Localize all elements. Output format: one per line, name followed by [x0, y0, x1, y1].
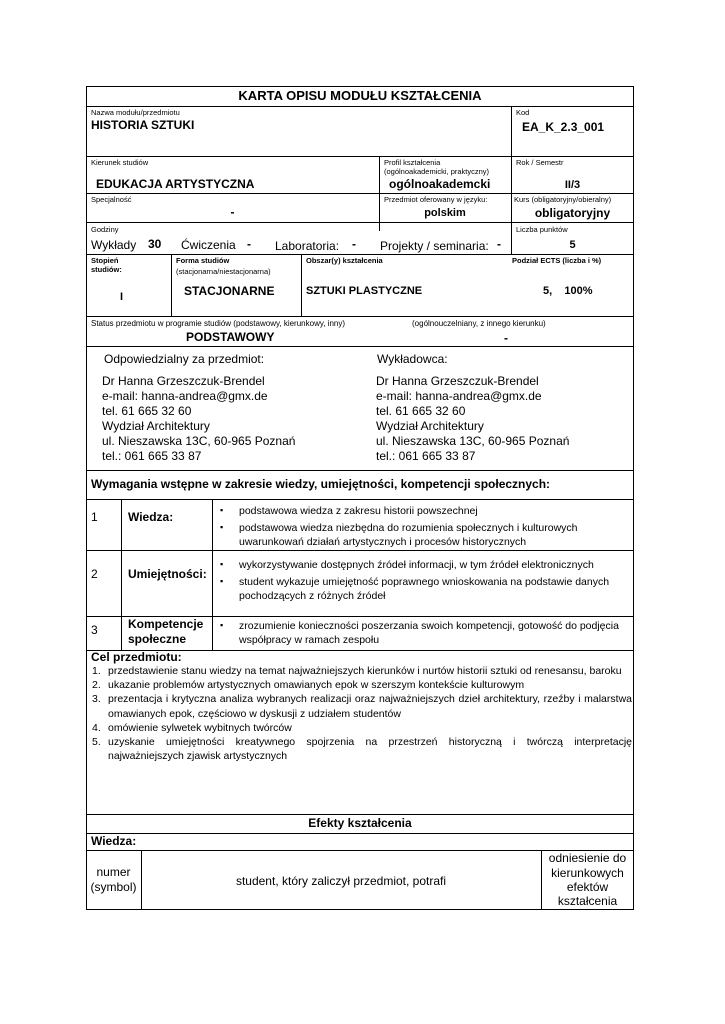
year-semester: II/3: [564, 179, 581, 191]
module-code: EA_K_2.3_001: [522, 120, 605, 134]
knowledge-heading: Wiedza:: [91, 834, 137, 848]
year-label: Rok / Semestr: [516, 158, 564, 167]
status-label: Status przedmiotu w programie studiów (podstawowy, kierunkowy, inny): [91, 319, 346, 328]
responsible-phone: tel. 61 665 32 60: [102, 404, 192, 418]
profile-label: Profil kształcenia: [384, 158, 441, 167]
profile-sublabel: (ogólnoakademicki, praktyczny): [384, 167, 490, 176]
requirement-label-competence-2: społeczne: [128, 632, 187, 646]
specialty-label: Specjalność: [91, 195, 132, 204]
profile-value: ogólnoakademcki: [389, 177, 491, 191]
responsible-email: e-mail: hanna-andrea@gmx.de: [102, 389, 268, 403]
area-label: Obszar(y) kształcenia: [306, 256, 383, 265]
module-name-label: Nazwa modułu/przedmiotu: [91, 108, 180, 117]
code-label: Kod: [516, 108, 530, 117]
level-label-2: studiów:: [91, 265, 122, 274]
ects-label: Podział ECTS (liczba i %): [512, 256, 602, 265]
projects-label: Projekty / seminaria:: [380, 239, 489, 253]
status-label-2: (ogólnouczelniany, z innego kierunku): [412, 319, 546, 328]
course-value: obligatoryjny: [534, 206, 611, 220]
responsible-phone-2: tel.: 061 665 33 87: [102, 449, 202, 463]
level-value: I: [120, 291, 124, 303]
lab-hours: -: [352, 237, 356, 251]
bullet-icon: ▪: [220, 559, 224, 569]
responsible-label: Odpowiedzialny za przedmiot:: [104, 352, 265, 366]
lectures-label: Wykłady: [91, 238, 137, 252]
lecturer-name: Dr Hanna Grzeszczuk-Brendel: [376, 374, 539, 388]
form-value: STACJONARNE: [184, 284, 275, 298]
bullet-icon: ▪: [220, 620, 224, 630]
col-description: student, który zaliczył przedmiot, potrafi: [235, 874, 447, 888]
list-item: 3. prezentacja i krytyczna analiza wybranych realizacji oraz najważniejszych dzieł architektury, rzeźby i malarstwa omawianych epok, częściowo w dyskusji z udziałem studentów: [92, 693, 632, 720]
form-label: Forma studiów: [176, 256, 230, 265]
requirement-list-skills: [220, 558, 630, 607]
lectures-hours: 30: [148, 237, 162, 251]
requirements-heading: Wymagania wstępne w zakresie wiedzy, umiejętności, kompetencji społecznych:: [91, 477, 551, 491]
list-item: ▪ zrozumienie konieczności poszerzania swoich kompetencji, gotowość do podjęcia współpracy w ramach zespołu: [220, 620, 619, 647]
goal-heading: Cel przedmiotu:: [91, 650, 182, 664]
col-reference-line-4: kształcenia: [557, 894, 618, 908]
col-reference-line-3: efektów: [566, 880, 609, 894]
module-name: HISTORIA SZTUKI: [91, 118, 195, 132]
list-item: ▪ student wykazuje umiejętność poprawnego wnioskowania na podstawie danych pochodzących z różnych źródeł: [220, 576, 610, 603]
list-item: 2. ukazanie problemów artystycznych omawianych epok w szerszym kontekście kulturowym: [92, 679, 525, 692]
status-value: PODSTAWOWY: [186, 330, 275, 344]
responsible-address: ul. Nieszawska 13C, 60-965 Poznań: [102, 434, 296, 448]
lecturer-address: ul. Nieszawska 13C, 60-965 Poznań: [376, 434, 570, 448]
field-of-study: EDUKACJA ARTYSTYCZNA: [96, 177, 255, 191]
language-value: polskim: [424, 207, 466, 219]
points-label: Liczba punktów: [516, 225, 568, 234]
list-item: ▪ podstawowa wiedza niezbędna do rozumienia społecznych i kulturowych uwarunkowań działań artystycznych i procesów historycznych: [220, 522, 578, 549]
form-sublabel: (stacjonarna/niestacjonarna): [176, 267, 271, 276]
exercises-label: Ćwiczenia: [181, 238, 236, 252]
language-label: Przedmiot oferowany w języku:: [384, 195, 488, 204]
requirement-label-knowledge: Wiedza:: [128, 510, 174, 524]
card-title: KARTA OPISU MODUŁU KSZTAŁCENIA: [238, 88, 482, 103]
points-value: 5: [569, 239, 576, 251]
requirement-label-skills: Umiejętności:: [128, 567, 207, 581]
projects-hours: -: [497, 237, 501, 251]
col-reference-line-2: kierunkowych: [551, 866, 624, 880]
area-value: SZTUKI PLASTYCZNE: [306, 285, 423, 297]
lecturer-faculty: Wydział Architektury: [376, 419, 484, 433]
responsible-faculty: Wydział Architektury: [102, 419, 210, 433]
requirement-list-competence: [220, 619, 620, 650]
list-item: ▪ wykorzystywanie dostępnych źródeł informacji, w tym źródeł elektronicznych: [220, 559, 594, 571]
hours-label: Godziny: [91, 225, 119, 234]
specialty-value: -: [230, 205, 235, 219]
bullet-icon: ▪: [220, 505, 224, 515]
lecturer-phone-2: tel.: 061 665 33 87: [376, 449, 476, 463]
requirement-num-2: 2: [91, 567, 98, 581]
col-reference-line-1: odniesienie do: [548, 851, 627, 865]
level-label-1: Stopień: [91, 256, 119, 265]
lecturer-label: Wykładowca:: [377, 352, 448, 366]
bullet-icon: ▪: [220, 576, 224, 587]
lecturer-email: e-mail: hanna-andrea@gmx.de: [376, 389, 542, 403]
lab-label: Laboratoria:: [275, 239, 340, 253]
col-number-line-1: numer: [96, 865, 131, 879]
list-item: ▪ podstawowa wiedza z zakresu historii powszechnej: [220, 505, 478, 517]
lecturer-phone: tel. 61 665 32 60: [376, 404, 466, 418]
module-card: [86, 86, 634, 910]
goal-list: [88, 664, 632, 763]
responsible-name: Dr Hanna Grzeszczuk-Brendel: [102, 374, 265, 388]
course-label: Kurs (obligatoryjny/obieralny): [514, 195, 612, 204]
requirement-list-knowledge: [220, 504, 628, 553]
list-item: 1. przedstawienie stanu wiedzy na temat najważniejszych kierunków i nurtów historii sztuki od renesansu, baroku: [92, 665, 622, 677]
list-item: 5. uzyskanie umiejętności kreatywnego spojrzenia na przestrzeń historyczną i twórczą interpretację najważniejszych zjawisk artystycznych: [92, 735, 632, 763]
col-number-line-2: (symbol): [90, 880, 137, 894]
effects-heading: Efekty kształcenia: [308, 816, 412, 830]
requirement-num-1: 1: [91, 510, 98, 524]
requirement-label-competence-1: Kompetencje: [128, 617, 204, 631]
bullet-icon: ▪: [220, 522, 224, 533]
exercises-hours: -: [247, 237, 251, 251]
requirement-num-3: 3: [91, 623, 98, 637]
list-item: 4. omówienie sylwetek wybitnych twórców: [92, 721, 292, 734]
field-label: Kierunek studiów: [91, 158, 149, 167]
status-value-2: -: [504, 331, 508, 345]
ects-value: 5, 100%: [543, 285, 593, 297]
